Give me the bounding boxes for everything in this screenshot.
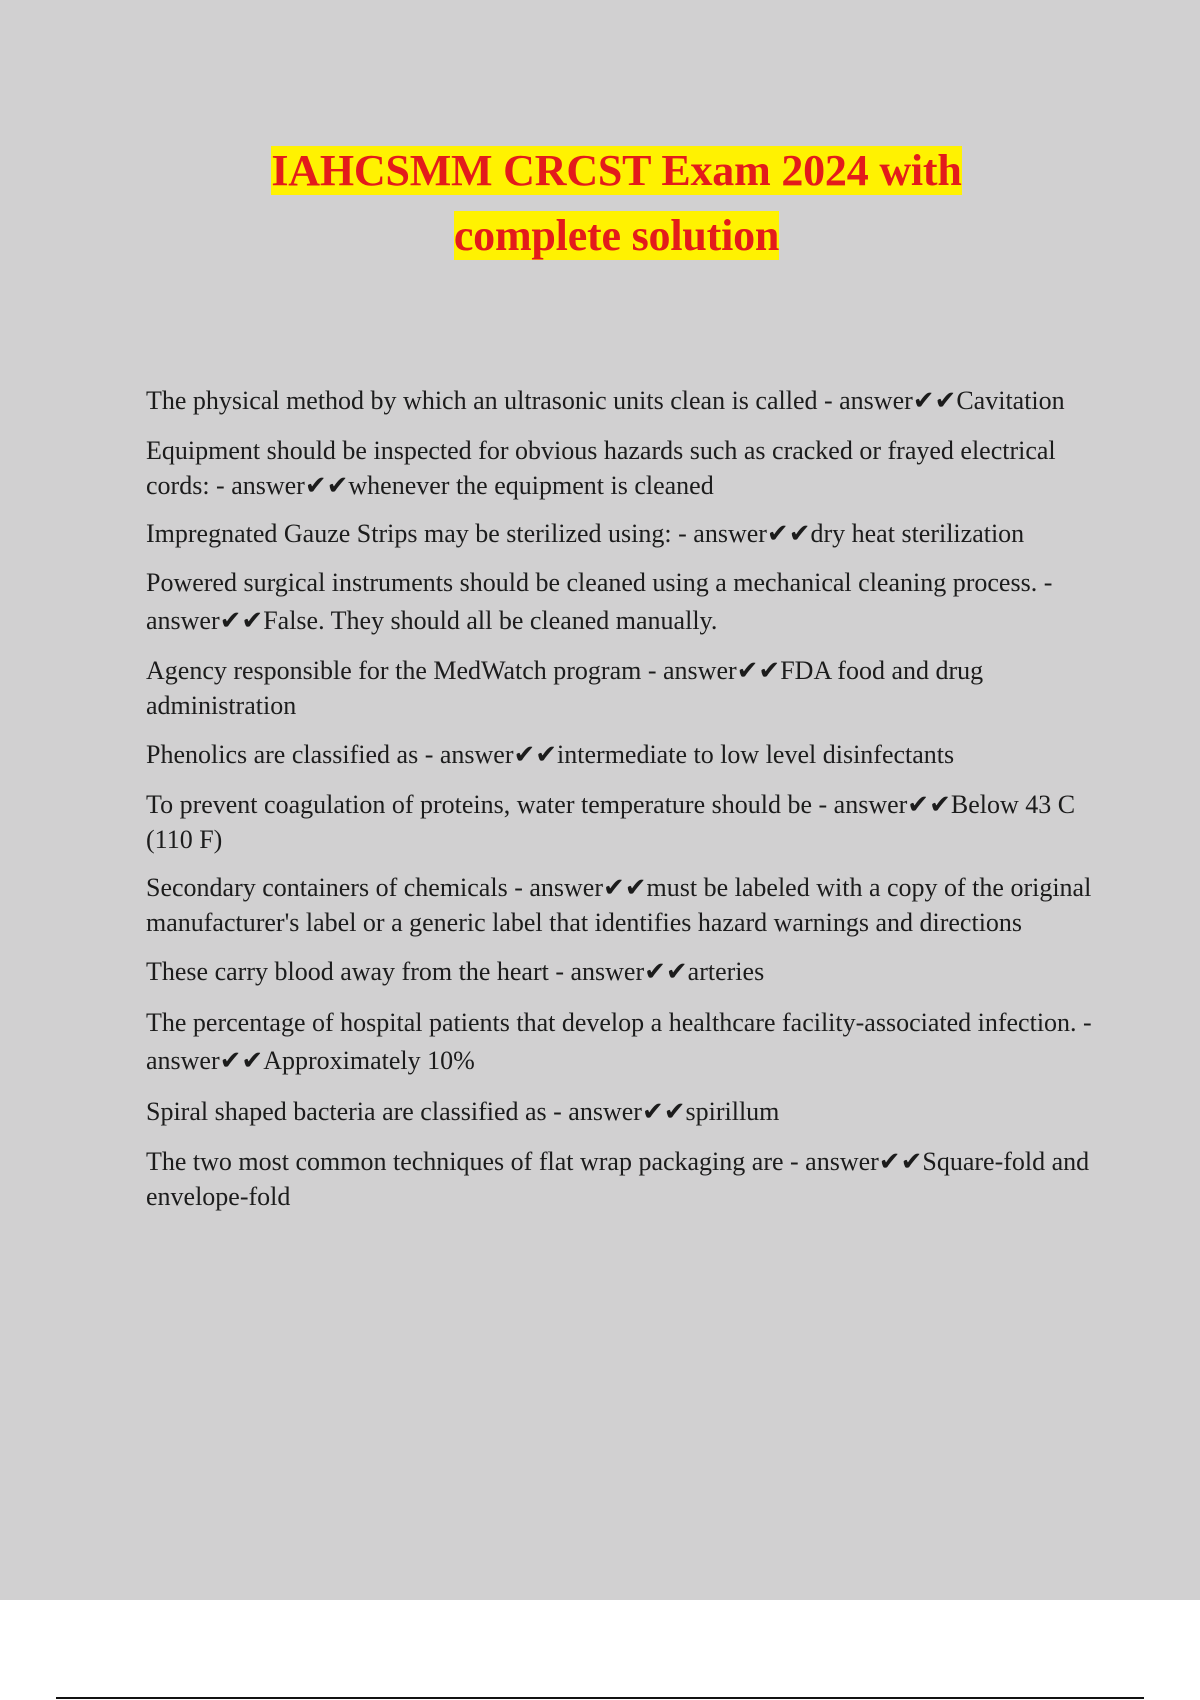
qa-item: Impregnated Gauze Strips may be sterilized using: - answer✔✔dry heat sterilization xyxy=(146,519,1025,548)
qa-item: To prevent coagulation of proteins, water temperature should be - answer✔✔Below 43 C (110 F) xyxy=(146,790,1076,854)
qa-item: Phenolics are classified as - answer✔✔intermediate to low level disinfectants xyxy=(146,740,955,769)
qa-item: Powered surgical instruments should be cleaned using a mechanical cleaning process. - answer✔✔False. They should all be cleaned manually. xyxy=(146,568,1053,635)
qa-item: Spiral shaped bacteria are classified as - answer✔✔spirillum xyxy=(146,1097,780,1126)
qa-item: Secondary containers of chemicals - answer✔✔must be labeled with a copy of the original manufacturer's label or a generic label that identifies hazard warnings and directions xyxy=(146,873,1092,937)
qa-item: The two most common techniques of flat wrap packaging are - answer✔✔Square-fold and envelope-fold xyxy=(146,1147,1090,1211)
question-answer-list xyxy=(146,382,1096,1227)
qa-item: Agency responsible for the MedWatch program - answer✔✔FDA food and drug administration xyxy=(146,656,984,720)
title-line-1: IAHCSMM CRCST Exam 2024 with xyxy=(271,146,962,195)
qa-item: The physical method by which an ultrasonic units clean is called - answer✔✔Cavitation xyxy=(146,386,1065,415)
document-title xyxy=(0,143,1200,273)
qa-item: These carry blood away from the heart - answer✔✔arteries xyxy=(146,957,765,986)
qa-item: The percentage of hospital patients that develop a healthcare facility-associated infection. - answer✔✔Approximately 10% xyxy=(146,1008,1092,1075)
footer-divider xyxy=(56,1697,1144,1699)
title-line-2: complete solution xyxy=(453,211,780,260)
qa-item: Equipment should be inspected for obvious hazards such as cracked or frayed electrical cords: - answer✔✔whenever the equipment is cleaned xyxy=(146,436,1056,500)
